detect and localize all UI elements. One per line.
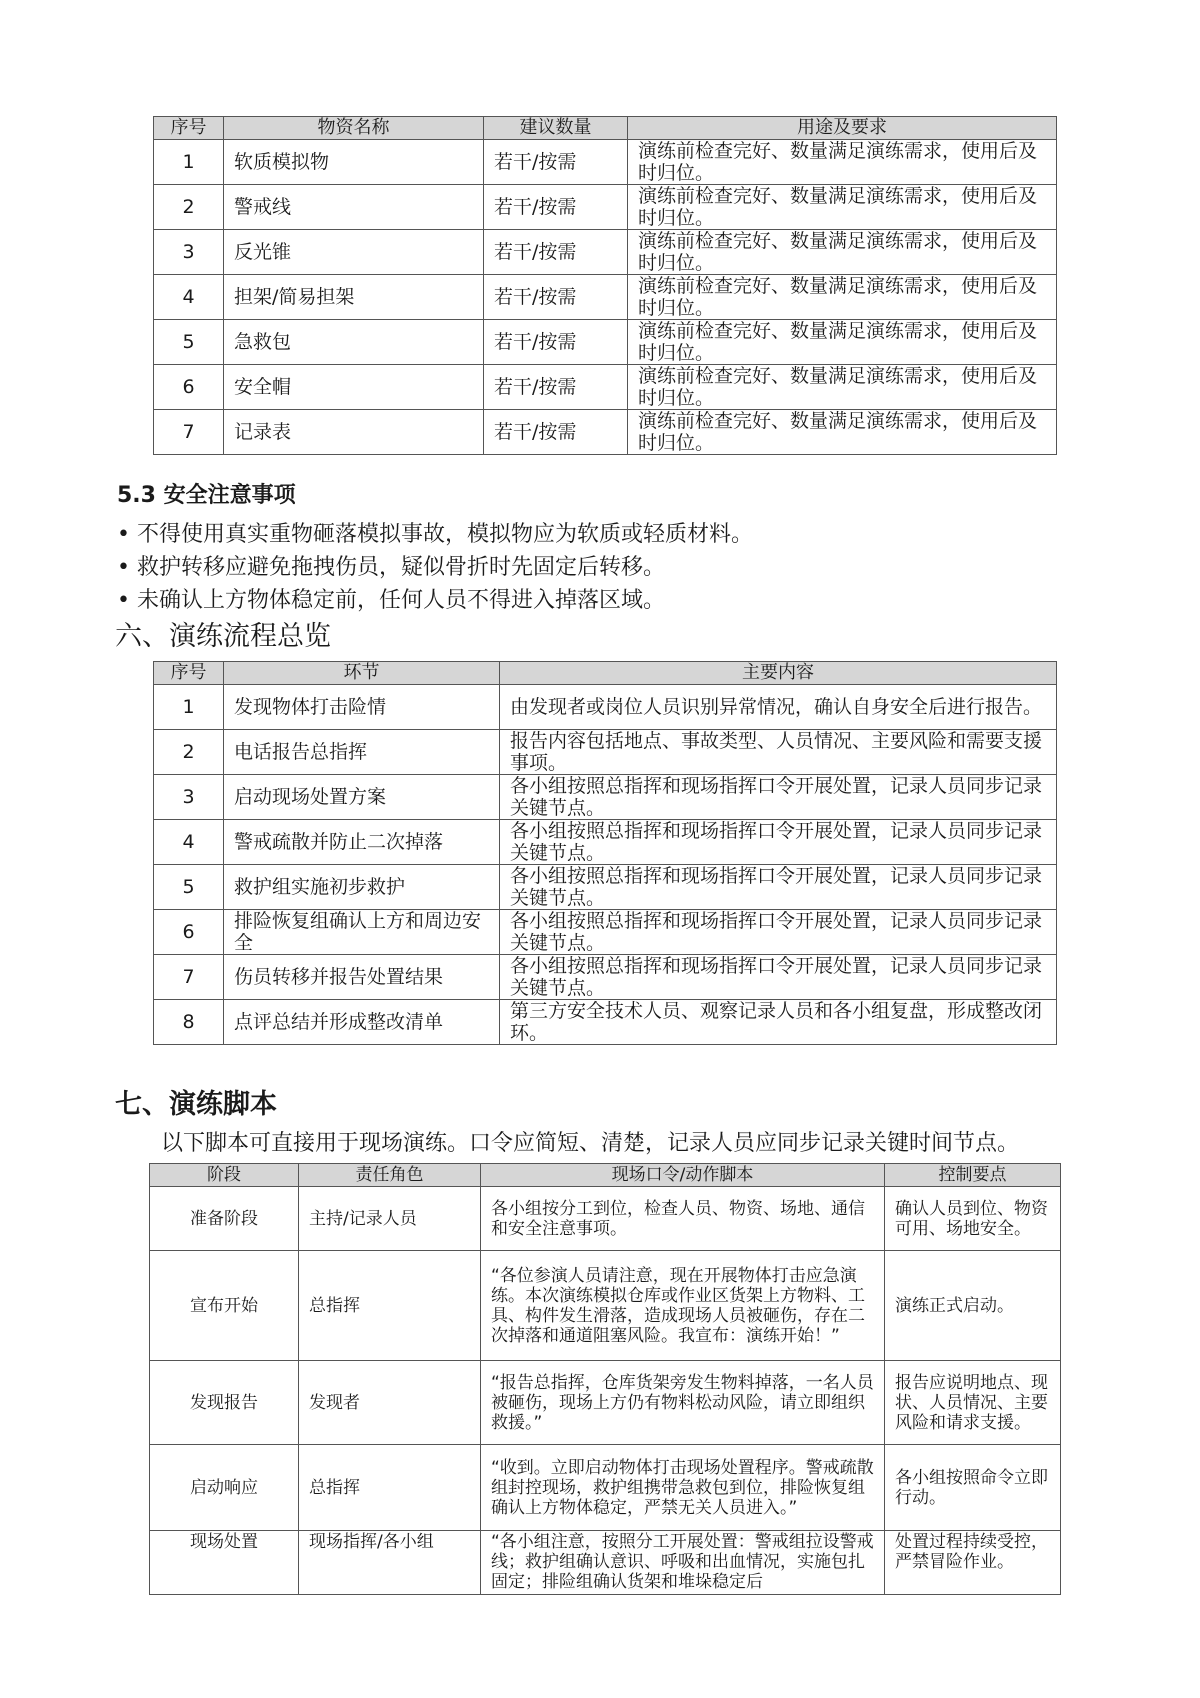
cell-step: 排险恢复组确认上方和周边安全 xyxy=(224,910,500,955)
script-table xyxy=(149,1163,1061,1595)
cell-script: “报告总指挥，仓库货架旁发生物料掉落，一名人员被砸伤，现场上方仍有物料松动风险，请立即组织救援。” xyxy=(481,1361,885,1445)
section-heading-6: 六、演练流程总览 xyxy=(115,621,331,652)
table-row xyxy=(150,1251,1061,1361)
table-row xyxy=(154,410,1057,455)
cell-content: 第三方安全技术人员、观察记录人员和各小组复盘，形成整改闭环。 xyxy=(500,1000,1057,1045)
cell-usage: 演练前检查完好、数量满足演练需求，使用后及时归位。 xyxy=(628,275,1057,320)
cell-usage: 演练前检查完好、数量满足演练需求，使用后及时归位。 xyxy=(628,410,1057,455)
cell-no: 7 xyxy=(154,410,224,455)
cell-qty: 若干/按需 xyxy=(484,140,628,185)
cell-step: 点评总结并形成整改清单 xyxy=(224,1000,500,1045)
table-header-row xyxy=(150,1164,1061,1187)
cell-no: 8 xyxy=(154,1000,224,1045)
col-header: 控制要点 xyxy=(885,1164,1061,1187)
cell-control: 确认人员到位、物资可用、场地安全。 xyxy=(885,1187,1061,1251)
col-header: 物资名称 xyxy=(224,117,484,140)
cell-step: 救护组实施初步救护 xyxy=(224,865,500,910)
cell-qty: 若干/按需 xyxy=(484,185,628,230)
cell-qty: 若干/按需 xyxy=(484,275,628,320)
cell-step: 电话报告总指挥 xyxy=(224,730,500,775)
cell-content: 各小组按照总指挥和现场指挥口令开展处置，记录人员同步记录关键节点。 xyxy=(500,820,1057,865)
table-row xyxy=(154,910,1057,955)
table-row xyxy=(154,365,1057,410)
table-row xyxy=(150,1531,1061,1595)
cell-phase: 现场处置 xyxy=(150,1531,299,1595)
col-header: 建议数量 xyxy=(484,117,628,140)
table-row xyxy=(150,1445,1061,1531)
cell-step: 发现物体打击险情 xyxy=(224,685,500,730)
cell-name: 记录表 xyxy=(224,410,484,455)
table-row xyxy=(154,775,1057,820)
bullet-item: • 未确认上方物体稳定前，任何人员不得进入掉落区域。 xyxy=(117,588,665,613)
table-row xyxy=(154,730,1057,775)
cell-name: 警戒线 xyxy=(224,185,484,230)
cell-phase: 发现报告 xyxy=(150,1361,299,1445)
cell-usage: 演练前检查完好、数量满足演练需求，使用后及时归位。 xyxy=(628,230,1057,275)
table-row xyxy=(154,320,1057,365)
cell-qty: 若干/按需 xyxy=(484,410,628,455)
cell-step: 警戒疏散并防止二次掉落 xyxy=(224,820,500,865)
table-row xyxy=(154,820,1057,865)
col-header: 序号 xyxy=(154,662,224,685)
cell-no: 3 xyxy=(154,230,224,275)
cell-phase: 宣布开始 xyxy=(150,1251,299,1361)
table-row xyxy=(150,1187,1061,1251)
col-header: 现场口令/动作脚本 xyxy=(481,1164,885,1187)
cell-content: 各小组按照总指挥和现场指挥口令开展处置，记录人员同步记录关键节点。 xyxy=(500,775,1057,820)
table-row xyxy=(154,275,1057,320)
cell-qty: 若干/按需 xyxy=(484,320,628,365)
cell-no: 2 xyxy=(154,730,224,775)
cell-name: 急救包 xyxy=(224,320,484,365)
col-header: 阶段 xyxy=(150,1164,299,1187)
section-intro: 以下脚本可直接用于现场演练。口令应简短、清楚，记录人员应同步记录关键时间节点。 xyxy=(161,1131,1020,1156)
cell-name: 反光锥 xyxy=(224,230,484,275)
cell-qty: 若干/按需 xyxy=(484,365,628,410)
table-header-row xyxy=(154,662,1057,685)
cell-no: 5 xyxy=(154,320,224,365)
cell-no: 1 xyxy=(154,685,224,730)
col-header: 主要内容 xyxy=(500,662,1057,685)
table-row xyxy=(154,955,1057,1000)
cell-usage: 演练前检查完好、数量满足演练需求，使用后及时归位。 xyxy=(628,365,1057,410)
cell-control: 演练正式启动。 xyxy=(885,1251,1061,1361)
cell-no: 6 xyxy=(154,365,224,410)
cell-content: 各小组按照总指挥和现场指挥口令开展处置，记录人员同步记录关键节点。 xyxy=(500,910,1057,955)
bullet-item: • 救护转移应避免拖拽伤员，疑似骨折时先固定后转移。 xyxy=(117,555,665,580)
cell-script: “各位参演人员请注意，现在开展物体打击应急演练。本次演练模拟仓库或作业区货架上方物料、工具、构件发生滑落，造成现场人员被砸伤，存在二次掉落和通道阻塞风险。我宣布：演练开始！” xyxy=(481,1251,885,1361)
cell-name: 软质模拟物 xyxy=(224,140,484,185)
col-header: 序号 xyxy=(154,117,224,140)
col-header: 环节 xyxy=(224,662,500,685)
cell-usage: 演练前检查完好、数量满足演练需求，使用后及时归位。 xyxy=(628,185,1057,230)
flow-table xyxy=(153,661,1057,1045)
cell-role: 总指挥 xyxy=(299,1445,481,1531)
cell-no: 1 xyxy=(154,140,224,185)
cell-usage: 演练前检查完好、数量满足演练需求，使用后及时归位。 xyxy=(628,140,1057,185)
table-row xyxy=(154,140,1057,185)
col-header: 责任角色 xyxy=(299,1164,481,1187)
cell-control: 报告应说明地点、现状、人员情况、主要风险和请求支援。 xyxy=(885,1361,1061,1445)
table-header-row xyxy=(154,117,1057,140)
bullet-item: • 不得使用真实重物砸落模拟事故，模拟物应为软质或轻质材料。 xyxy=(117,522,753,547)
cell-qty: 若干/按需 xyxy=(484,230,628,275)
cell-name: 安全帽 xyxy=(224,365,484,410)
cell-no: 2 xyxy=(154,185,224,230)
cell-control: 各小组按照命令立即行动。 xyxy=(885,1445,1061,1531)
cell-step: 启动现场处置方案 xyxy=(224,775,500,820)
table-row xyxy=(150,1361,1061,1445)
cell-name: 担架/简易担架 xyxy=(224,275,484,320)
cell-no: 5 xyxy=(154,865,224,910)
cell-content: 由发现者或岗位人员识别异常情况，确认自身安全后进行报告。 xyxy=(500,685,1057,730)
cell-usage: 演练前检查完好、数量满足演练需求，使用后及时归位。 xyxy=(628,320,1057,365)
cell-control: 处置过程持续受控，严禁冒险作业。 xyxy=(885,1531,1061,1595)
cell-script: 各小组按分工到位，检查人员、物资、场地、通信和安全注意事项。 xyxy=(481,1187,885,1251)
table-row xyxy=(154,865,1057,910)
cell-phase: 准备阶段 xyxy=(150,1187,299,1251)
cell-content: 各小组按照总指挥和现场指挥口令开展处置，记录人员同步记录关键节点。 xyxy=(500,865,1057,910)
cell-role: 主持/记录人员 xyxy=(299,1187,481,1251)
materials-table xyxy=(153,116,1057,455)
table-row xyxy=(154,1000,1057,1045)
cell-script: “收到。立即启动物体打击现场处置程序。警戒疏散组封控现场，救护组携带急救包到位，排险恢复组确认上方物体稳定，严禁无关人员进入。” xyxy=(481,1445,885,1531)
table-row xyxy=(154,185,1057,230)
cell-phase: 启动响应 xyxy=(150,1445,299,1531)
cell-content: 报告内容包括地点、事故类型、人员情况、主要风险和需要支援事项。 xyxy=(500,730,1057,775)
section-heading-7: 七、演练脚本 xyxy=(115,1089,277,1120)
col-header: 用途及要求 xyxy=(628,117,1057,140)
section-heading-5-3: 5.3 安全注意事项 xyxy=(117,483,296,508)
cell-no: 3 xyxy=(154,775,224,820)
cell-step: 伤员转移并报告处置结果 xyxy=(224,955,500,1000)
table-row xyxy=(154,685,1057,730)
cell-role: 总指挥 xyxy=(299,1251,481,1361)
cell-script: “各小组注意，按照分工开展处置：警戒组拉设警戒线；救护组确认意识、呼吸和出血情况，实施包扎固定；排险组确认货架和堆垛稳定后 xyxy=(481,1531,885,1595)
cell-role: 现场指挥/各小组 xyxy=(299,1531,481,1595)
cell-no: 7 xyxy=(154,955,224,1000)
table-row xyxy=(154,230,1057,275)
cell-no: 4 xyxy=(154,820,224,865)
cell-content: 各小组按照总指挥和现场指挥口令开展处置，记录人员同步记录关键节点。 xyxy=(500,955,1057,1000)
cell-no: 4 xyxy=(154,275,224,320)
cell-no: 6 xyxy=(154,910,224,955)
cell-role: 发现者 xyxy=(299,1361,481,1445)
